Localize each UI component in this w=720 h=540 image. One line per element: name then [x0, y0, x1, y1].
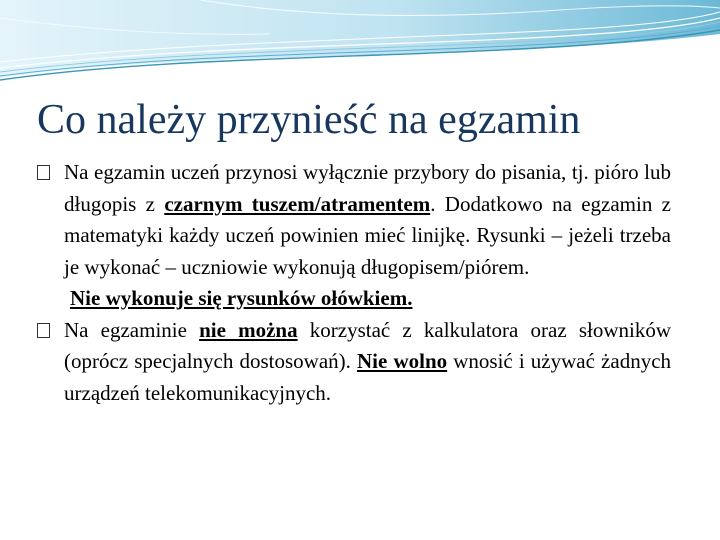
item-text: korzystać z kalkulatora oraz słowników (oprócz specjalnych dostosowań). [64, 317, 671, 373]
emphasis-text: nie można [199, 317, 298, 342]
emphasis-text: czarnym tuszem/atramentem [164, 191, 431, 216]
note-text [37, 283, 671, 315]
item-text: wnosić i używać żadnych urządzeń telekomunikacyjnych. [64, 349, 672, 405]
item-text: Na egzamin uczeń przynosi wyłącznie przybory do pisania, tj. pióro lub długopis z [64, 160, 671, 216]
item-text: Na egzaminie [64, 317, 200, 342]
missing-glyph-icon [37, 315, 64, 347]
list-item [37, 157, 671, 283]
emphasis-text: Nie wolno [357, 349, 448, 373]
missing-glyph-icon [37, 157, 64, 189]
header-wave-decoration [0, 0, 720, 100]
note-label: Nie wykonuje się rysunków ołówkiem. [70, 286, 413, 310]
slide-title: Co należy przynieść na egzamin [37, 97, 581, 143]
list-item [37, 315, 671, 410]
item-text: . Dodatkowo na egzamin z matematyki każdy uczeń powinien mieć linijkę. Rysunki – jeżeli trzeba je wykonać – uczniowie wykonują długopisem/piórem. [64, 191, 671, 279]
slide-content [37, 157, 671, 409]
